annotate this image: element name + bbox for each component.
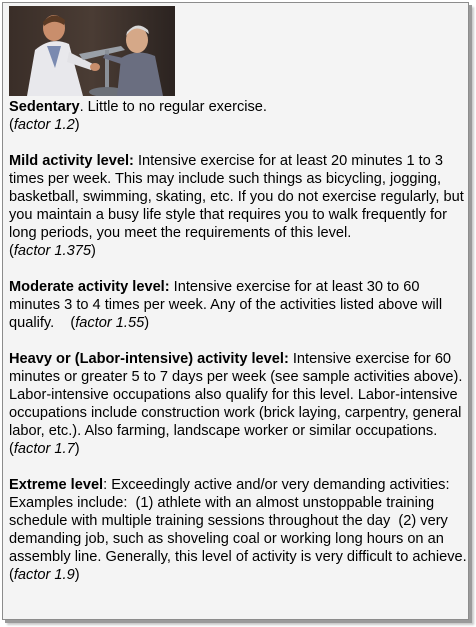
- factor-paren-close: ): [144, 315, 150, 331]
- section-paragraph: [9, 152, 467, 242]
- section-heavy: [9, 350, 471, 458]
- section-paragraph: [9, 278, 467, 332]
- factor-line: [9, 116, 467, 134]
- section-body: Intensive exercise for at least 20 minutes 1 to 3 times per week. This may include such things as bicycling, jogging, basketball, swimming, skating, etc. If you do not exercise regularly, but you maintain a busy life style that requires you to walk frequently for long periods, you meet the requirements of this level.: [9, 153, 464, 241]
- section-heading: Mild activity level:: [9, 153, 134, 169]
- activity-levels-text: [9, 98, 475, 584]
- factor-paren-close: ): [74, 117, 80, 133]
- factor-paren-open: (: [9, 567, 14, 583]
- factor-paren-open: (: [70, 315, 76, 331]
- factor-paren-close: ): [74, 567, 80, 583]
- section-moderate: [9, 278, 467, 332]
- section-body: Intensive exercise for 60 minutes or greater 5 to 7 days per week (see sample activities above). Labor-intensive occupations also qualify for this level. Labor-intensive occupations include construction work (brick laying, carpentry, general labor, etc.). Also farming, landscape worker or similar occupations.: [9, 351, 471, 439]
- factor-value: factor 1.55: [75, 315, 145, 331]
- section-paragraph: [9, 98, 467, 116]
- factor-paren-close: ): [74, 441, 80, 457]
- factor-value: factor 1.2: [13, 117, 75, 133]
- section-body: : Exceedingly active and/or very demanding activities: Examples include: (1) athlete with an almost unstoppable training schedule with multiple training sessions throughout the day (2) very demanding job, such as shoveling coal or working long hours on an assembly line. Generally, this level of activity is very difficult to achieve.: [9, 477, 475, 565]
- factor-value: factor 1.375: [13, 243, 91, 259]
- section-body: Intensive exercise for at least 30 to 60 minutes 3 to 4 times per week. Any of the activities listed above will qualify.: [9, 279, 447, 331]
- section-body: . Little to no regular exercise.: [79, 99, 267, 115]
- section-mild: [9, 152, 467, 260]
- section-paragraph: [9, 350, 471, 458]
- section-heading: Moderate activity level:: [9, 279, 170, 295]
- factor-paren-open: (: [9, 441, 14, 457]
- content-panel: [2, 2, 475, 620]
- section-heading: Heavy or (Labor-intensive) activity level:: [9, 351, 289, 367]
- factor-line: [9, 242, 467, 260]
- factor-paren-open: (: [9, 117, 14, 133]
- doctor-patient-photo: [9, 6, 175, 96]
- factor-value: factor 1.9: [13, 567, 75, 583]
- factor-paren-close: ): [90, 243, 96, 259]
- factor-value: factor 1.7: [13, 441, 75, 457]
- section-heading: Sedentary: [9, 99, 80, 115]
- section-sedentary: [9, 98, 467, 134]
- section-extreme: [9, 476, 475, 584]
- section-heading: Extreme level: [9, 477, 104, 493]
- photo-illustration: [9, 6, 175, 96]
- section-paragraph: [9, 476, 475, 584]
- factor-paren-open: (: [9, 243, 14, 259]
